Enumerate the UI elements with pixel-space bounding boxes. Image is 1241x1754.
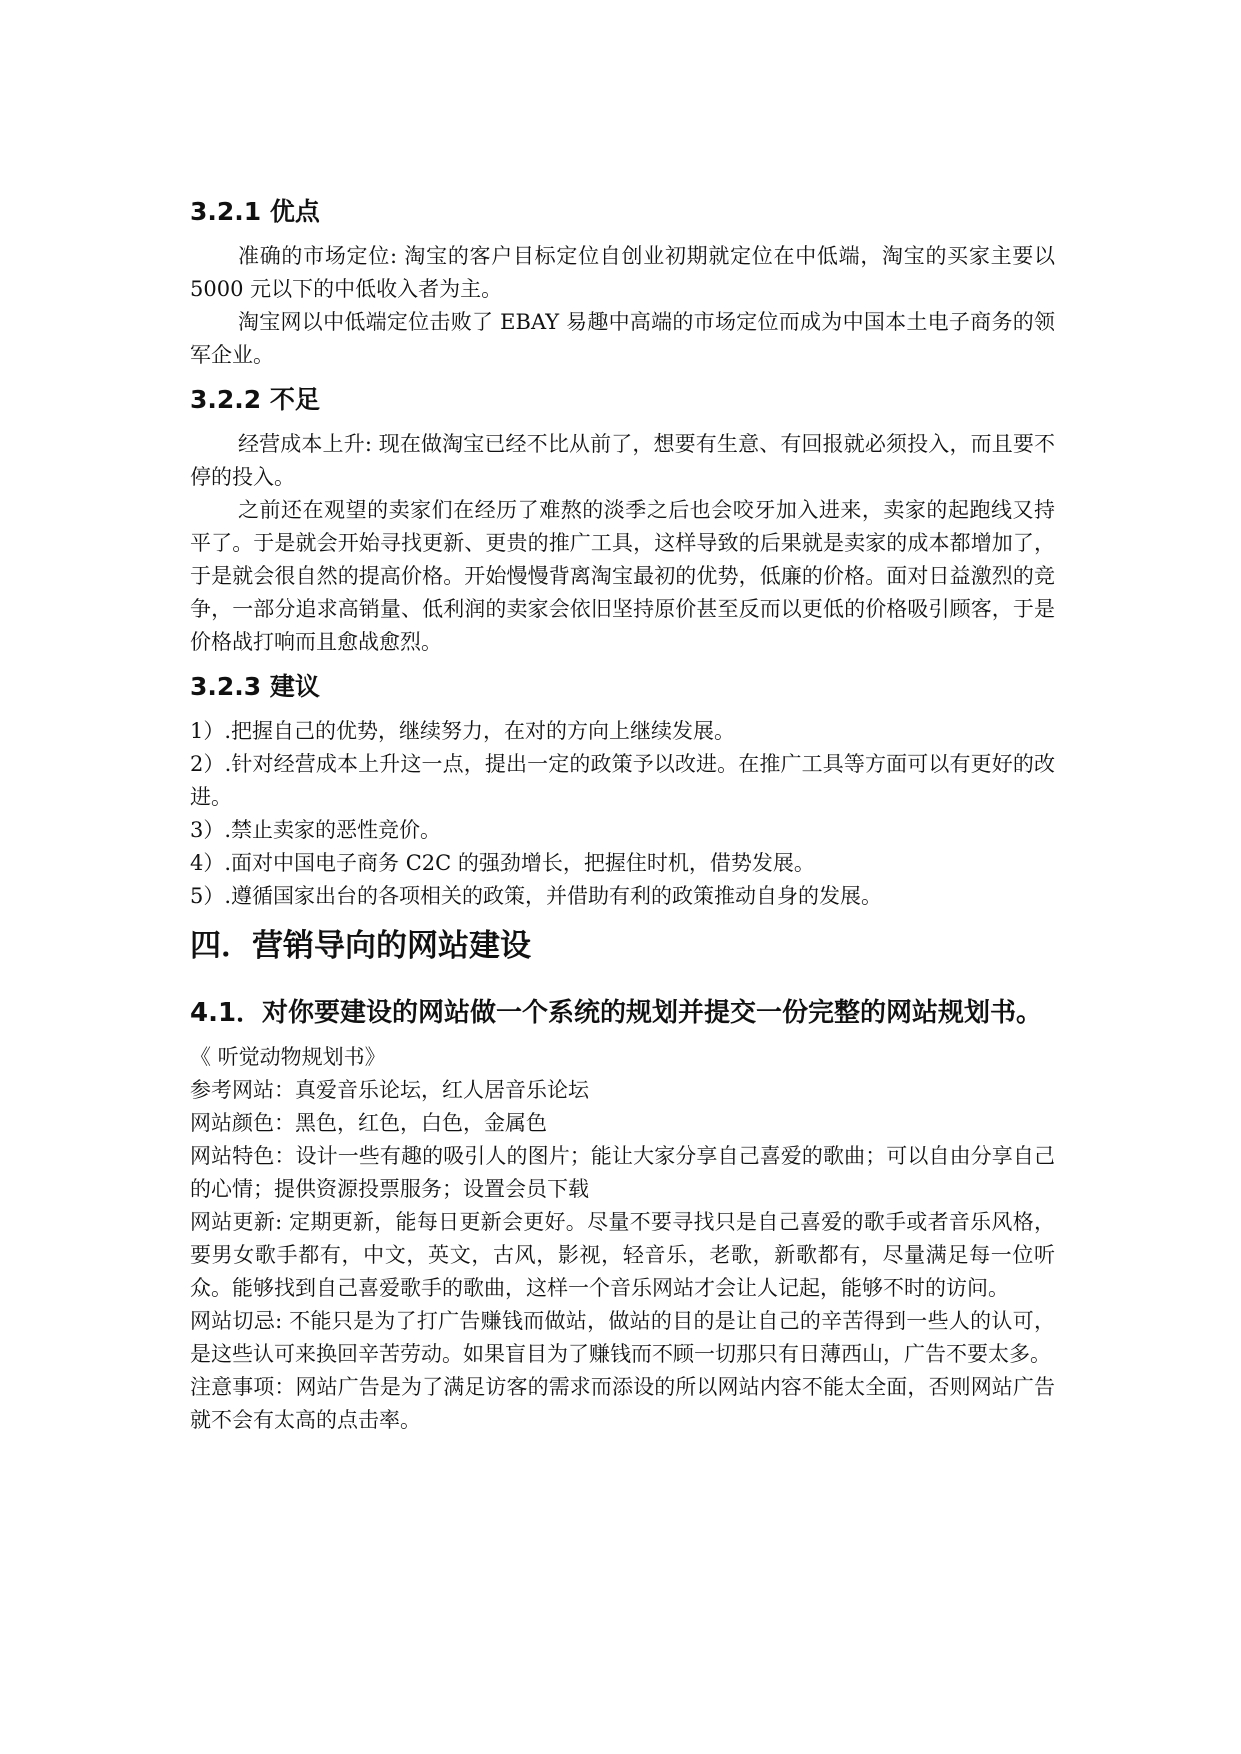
- plan-line: 网站颜色：黑色，红色，白色，金属色: [190, 1111, 547, 1135]
- section-3-2-2: [190, 384, 1055, 659]
- heading-3-2-1: 3.2.1 优点: [190, 197, 320, 226]
- paragraph: 淘宝网以中低端定位击败了 EBAY 易趣中高端的市场定位而成为中国本土电子商务的领军企业。: [190, 310, 1055, 367]
- paragraph: 经营成本上升: 现在做淘宝已经不比从前了，想要有生意、有回报就必须投入，而且要不停的投入。: [190, 432, 1055, 489]
- plan-line: 网站切忌: 不能只是为了打广告赚钱而做站，做站的目的是让自己的辛苦得到一些人的认可，是这些认可来换回辛苦劳动。如果盲目为了赚钱而不顾一切那只有日薄西山，广告不要太多。: [190, 1309, 1055, 1366]
- chapter-4-heading: 四．营销导向的网站建设: [190, 928, 531, 964]
- plan-line: 网站特色：设计一些有趣的吸引人的图片；能让大家分享自己喜爱的歌曲；可以自由分享自己的心情；提供资源投票服务；设置会员下载: [190, 1144, 1055, 1201]
- plan-line: 《 听觉动物规划书》: [190, 1045, 386, 1069]
- heading-3-2-3: 3.2.3 建议: [190, 672, 320, 701]
- list-item: 5）.遵循国家出台的各项相关的政策，并借助有利的政策推动自身的发展。: [190, 884, 883, 908]
- document-page: [190, 196, 1055, 1437]
- list-item: 2）.针对经营成本上升这一点，提出一定的政策予以改进。在推广工具等方面可以有更好的改进。: [190, 752, 1055, 809]
- heading-4-1: 4.1．对你要建设的网站做一个系统的规划并提交一份完整的网站规划书。: [190, 998, 1043, 1028]
- list-item: 4）.面对中国电子商务 C2C 的强劲增长，把握住时机，借势发展。: [190, 851, 815, 875]
- heading-3-2-2: 3.2.2 不足: [190, 385, 320, 414]
- list-item: 3）.禁止卖家的恶性竞价。: [190, 818, 442, 842]
- paragraph: 准确的市场定位: 淘宝的客户目标定位自创业初期就定位在中低端，淘宝的买家主要以 5000 元以下的中低收入者为主。: [190, 244, 1055, 301]
- paragraph: 之前还在观望的卖家们在经历了难熬的淡季之后也会咬牙加入进来，卖家的起跑线又持平了。于是就会开始寻找更新、更贵的推广工具，这样导致的后果就是卖家的成本都增加了，于是就会很自然的提高价格。开始慢慢背离淘宝最初的优势，低廉的价格。面对日益激烈的竞争，一部分追求高销量、低利润的卖家会依旧坚持原价甚至反而以更低的价格吸引顾客，于是价格战打响而且愈战愈烈。: [190, 498, 1055, 654]
- plan-line: 注意事项：网站广告是为了满足访客的需求而添设的所以网站内容不能太全面，否则网站广告就不会有太高的点击率。: [190, 1375, 1055, 1432]
- plan-line: 参考网站：真爱音乐论坛，红人居音乐论坛: [190, 1078, 589, 1102]
- list-item: 1）.把握自己的优势，继续努力，在对的方向上继续发展。: [190, 719, 736, 743]
- section-3-2-3: [190, 671, 1055, 913]
- section-3-2-1: [190, 196, 1055, 372]
- plan-line: 网站更新: 定期更新，能每日更新会更好。尽量不要寻找只是自己喜爱的歌手或者音乐风格，要男女歌手都有，中文，英文，古风，影视，轻音乐，老歌，新歌都有，尽量满足每一位听众。能够找到自己喜爱歌手的歌曲，这样一个音乐网站才会让人记起，能够不时的访问。: [190, 1210, 1055, 1300]
- plan-content: [190, 1041, 1055, 1437]
